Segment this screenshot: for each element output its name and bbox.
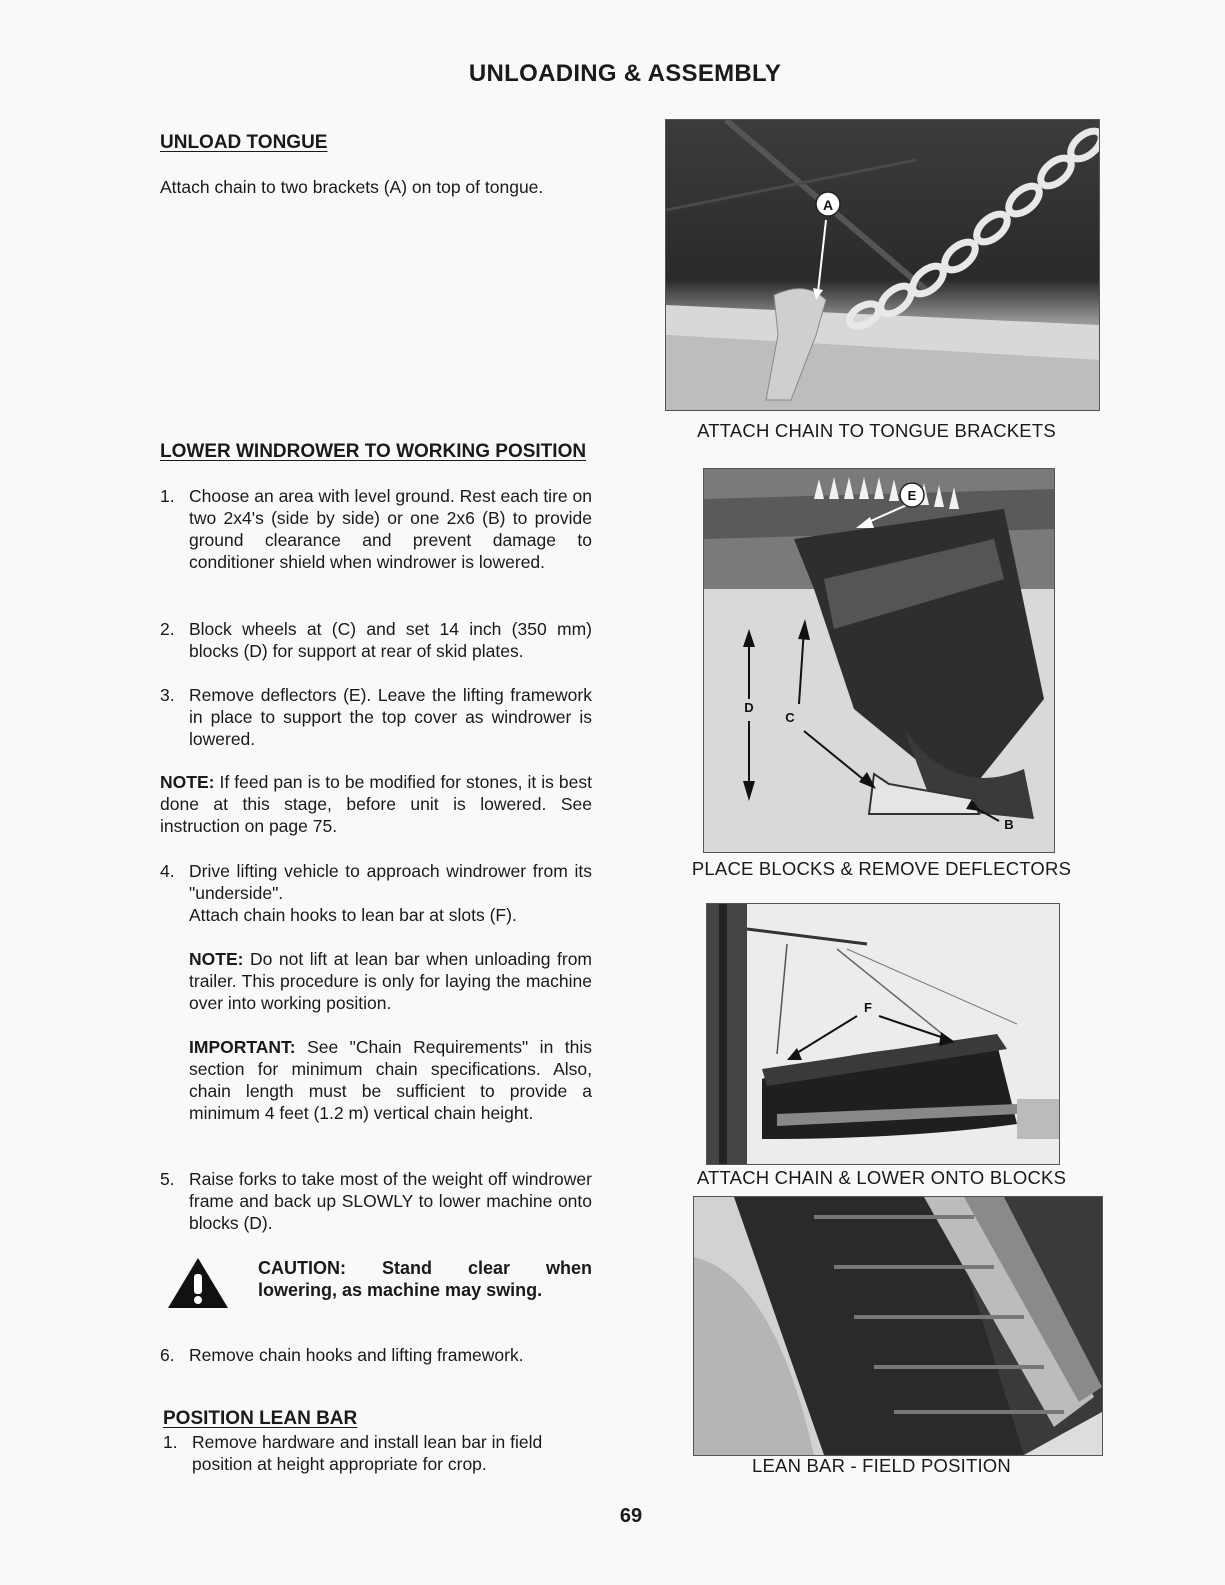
position-lean-bar-heading: POSITION LEAN BAR	[163, 1408, 358, 1429]
step-3	[160, 684, 592, 750]
step-text: Remove deflectors (E). Leave the lifting framework in place to support the top cover as windrower is lowered.	[189, 685, 592, 749]
caption-fig3: ATTACH CHAIN & LOWER ONTO BLOCKS	[696, 1167, 1067, 1188]
note-label: NOTE:	[189, 949, 244, 969]
step-5	[160, 1168, 592, 1234]
label-c: C	[785, 710, 795, 725]
step-number: 1.	[160, 486, 175, 506]
step-number: 1.	[163, 1432, 178, 1452]
warning-triangle-icon	[166, 1256, 230, 1315]
step-text: Remove chain hooks and lifting framework.	[189, 1345, 524, 1365]
lean-bar-step-1	[163, 1431, 595, 1475]
caution-line-1: CAUTION: Stand clear when	[258, 1258, 592, 1278]
step-6	[160, 1344, 592, 1366]
step-text: Remove hardware and install lean bar in field position at height appropriate for crop.	[192, 1432, 543, 1474]
page-number: 69	[619, 1505, 643, 1527]
unload-tongue-heading: UNLOAD TONGUE	[160, 132, 328, 153]
step-text: Drive lifting vehicle to approach windrower from its "underside".	[189, 861, 592, 903]
step-text-2: Attach chain hooks to lean bar at slots (F).	[189, 905, 517, 925]
caption-fig4: LEAN BAR - FIELD POSITION	[752, 1455, 1011, 1476]
label-b: B	[1004, 817, 1014, 832]
photo-attach-chain	[706, 903, 1060, 1165]
step-text: Choose an area with level ground. Rest each tire on two 2x4's (side by side) or one 2x6 (B) to provide ground clearance and prevent damage to conditioner shield when windrower is lowered.	[189, 486, 592, 572]
caution-line-2: lowering, as machine may swing.	[258, 1280, 543, 1300]
step-number: 3.	[160, 685, 175, 705]
page-title: UNLOADING & ASSEMBLY	[468, 60, 782, 87]
step-number: 4.	[160, 861, 175, 881]
step-text: Block wheels at (C) and set 14 inch (350 mm) blocks (D) for support at rear of skid plates.	[189, 619, 592, 661]
important-label: IMPORTANT:	[189, 1037, 296, 1057]
step-number: 5.	[160, 1169, 175, 1189]
note-text: If feed pan is to be modified for stones, it is best done at this stage, before unit is lowered. See instruction on page 75.	[160, 772, 592, 836]
caption-fig2: PLACE BLOCKS & REMOVE DEFLECTORS	[691, 858, 1072, 879]
label-e: E	[907, 488, 917, 503]
caption-fig1: ATTACH CHAIN TO TONGUE BRACKETS	[697, 420, 1056, 441]
important-chain	[189, 1036, 592, 1124]
note-label: NOTE:	[160, 772, 215, 792]
step-number: 6.	[160, 1345, 175, 1365]
note-feed-pan	[160, 771, 592, 837]
step-number: 2.	[160, 619, 175, 639]
step-1	[160, 485, 592, 573]
step-2	[160, 618, 592, 662]
photo-place-blocks	[703, 468, 1055, 853]
label-f: F	[864, 1000, 872, 1015]
label-d: D	[744, 700, 754, 715]
caution-text	[258, 1257, 592, 1301]
step-text: Raise forks to take most of the weight off windrower frame and back up SLOWLY to lower machine onto blocks (D).	[189, 1169, 592, 1233]
unload-tongue-text: Attach chain to two brackets (A) on top of tongue.	[160, 177, 544, 197]
photo-tongue-brackets	[665, 119, 1100, 411]
step-4	[160, 860, 592, 926]
photo-lean-bar	[693, 1196, 1103, 1456]
note-text: Do not lift at lean bar when unloading from trailer. This procedure is only for laying the machine over into working position.	[189, 949, 592, 1013]
note-lean-bar	[189, 948, 592, 1014]
important-text: See "Chain Requirements" in this section for minimum chain specifications. Also, chain length must be sufficient to provide a minimum 4 feet (1.2 m) vertical chain height.	[189, 1037, 592, 1123]
label-a: A	[822, 197, 834, 213]
lower-windrower-heading: LOWER WINDROWER TO WORKING POSITION	[160, 441, 587, 462]
